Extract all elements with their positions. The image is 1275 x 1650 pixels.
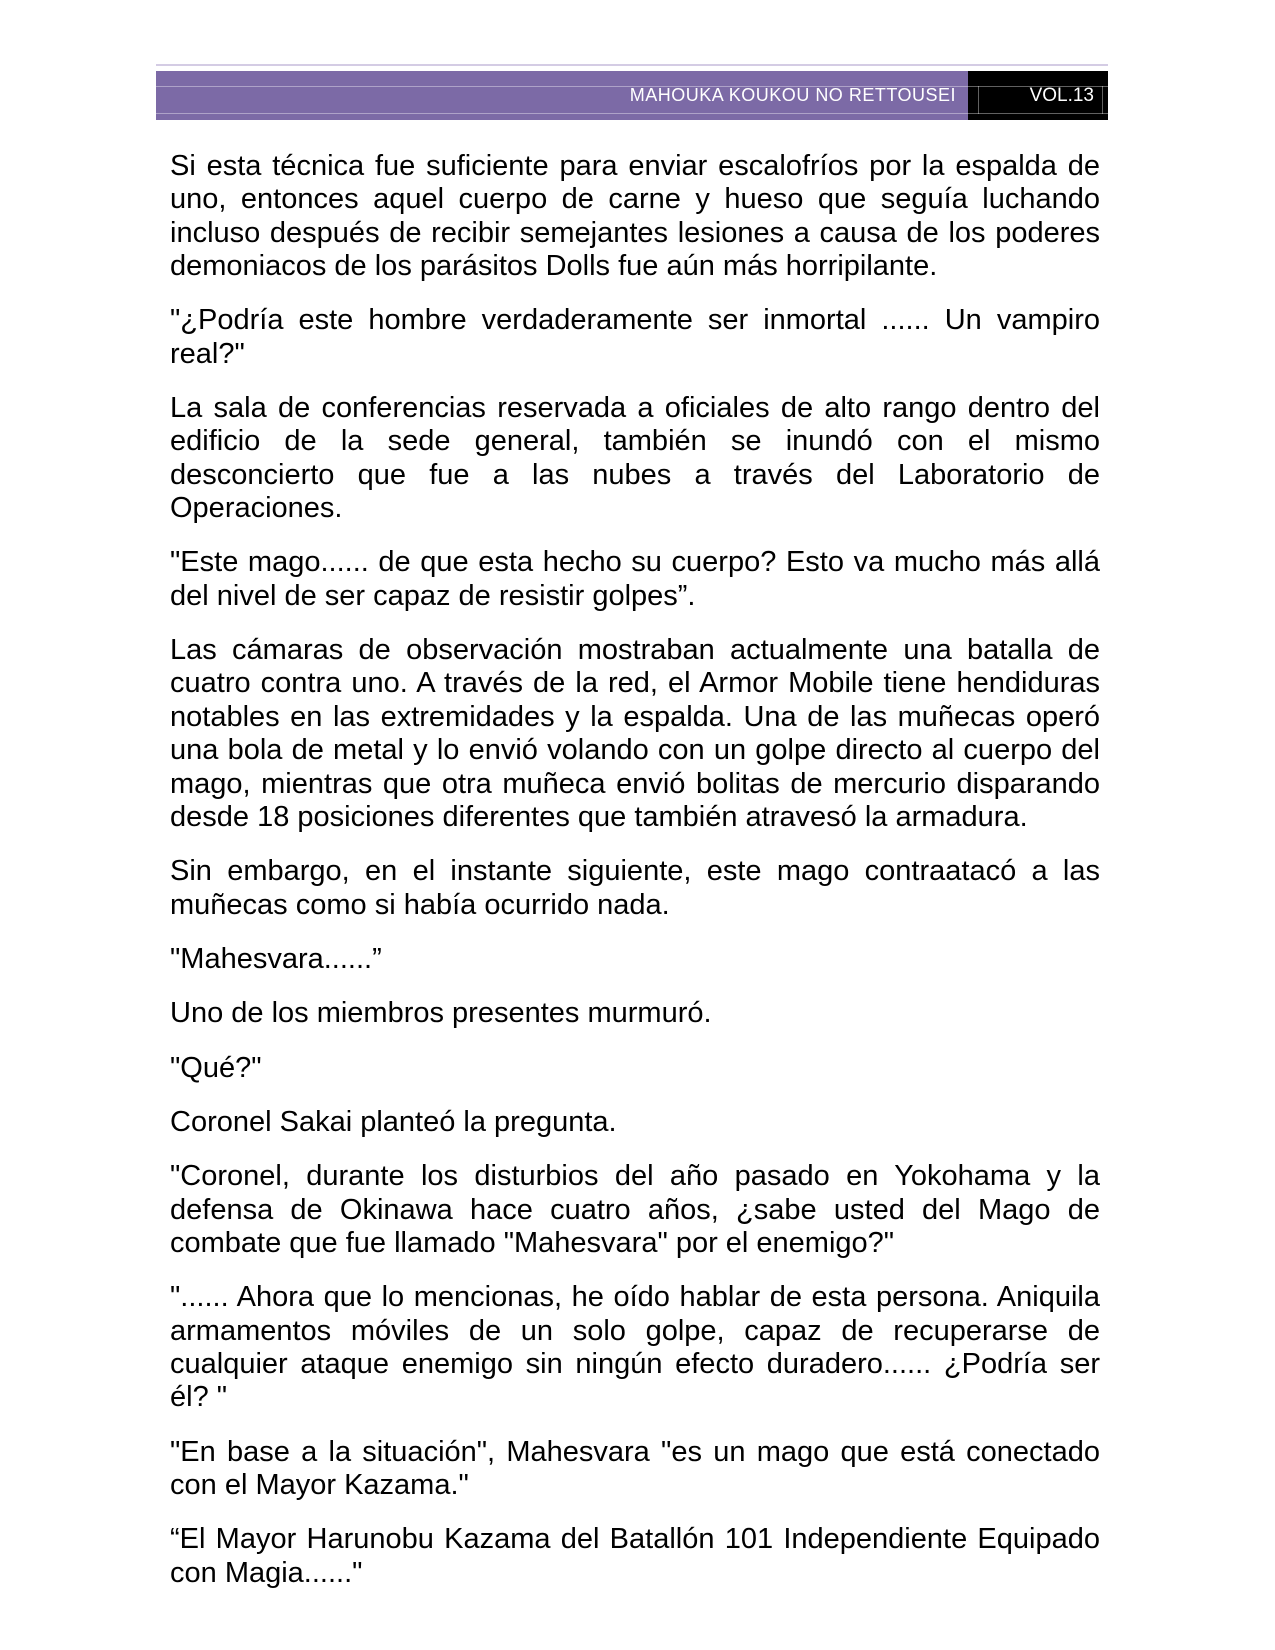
volume-box xyxy=(968,71,1108,120)
paragraph: "...... Ahora que lo mencionas, he oído hablar de esta persona. Aniquila armamentos móviles de un solo golpe, capaz de recuperarse de cualquier ataque enemigo sin ningún efecto duradero...... ¿Podría ser él? " xyxy=(170,1281,1100,1414)
paragraph: "Qué?" xyxy=(170,1051,262,1084)
book-title: MAHOUKA KOUKOU NO RETTOUSEI xyxy=(629,85,956,105)
page-header xyxy=(156,71,1108,120)
body-text xyxy=(170,150,1100,1611)
paragraph: "Coronel, durante los disturbios del año pasado en Yokohama y la defensa de Okinawa hace cuatro años, ¿sabe usted del Mago de combate que fue llamado "Mahesvara" por el enemigo?" xyxy=(170,1160,1100,1259)
header-top-rule xyxy=(156,64,1108,66)
paragraph: La sala de conferencias reservada a oficiales de alto rango dentro del edificio de la sede general, también se inundó con el mismo desconcierto que fue a las nubes a través del Laboratorio de Operaciones. xyxy=(170,392,1100,525)
paragraph: "Mahesvara......” xyxy=(170,942,382,975)
volume-label: VOL.13 xyxy=(1029,84,1094,106)
paragraph: "En base a la situación", Mahesvara "es un mago que está conectado con el Mayor Kazama." xyxy=(170,1435,1100,1501)
paragraph: "¿Podría este hombre verdaderamente ser inmortal ...... Un vampiro real?" xyxy=(170,304,1100,370)
paragraph: Las cámaras de observación mostraban actualmente una batalla de cuatro contra uno. A través de la red, el Armor Mobile tiene hendiduras notables en las extremidades y la espalda. Una de las muñecas operó una bola de metal y lo envió volando con un golpe directo al cuerpo del mago, mientras que otra muñeca envió bolitas de mercurio disparando desde 18 posiciones diferentes que también atravesó la armadura. xyxy=(170,634,1100,833)
title-bar xyxy=(156,71,968,120)
paragraph: “El Mayor Harunobu Kazama del Batallón 101 Independiente Equipado con Magia......" xyxy=(170,1523,1100,1589)
paragraph: Coronel Sakai planteó la pregunta. xyxy=(170,1105,617,1138)
paragraph: Uno de los miembros presentes murmuró. xyxy=(170,997,712,1030)
paragraph: Sin embargo, en el instante siguiente, este mago contraatacó a las muñecas como si había ocurrido nada. xyxy=(170,855,1100,921)
paragraph: "Este mago...... de que esta hecho su cuerpo? Esto va mucho más allá del nivel de ser capaz de resistir golpes”. xyxy=(170,546,1100,612)
paragraph: Si esta técnica fue suficiente para enviar escalofríos por la espalda de uno, entonces aquel cuerpo de carne y hueso que seguía luchando incluso después de recibir semejantes lesiones a causa de los poderes demoniacos de los parásitos Dolls fue aún más horripilante. xyxy=(170,150,1100,283)
